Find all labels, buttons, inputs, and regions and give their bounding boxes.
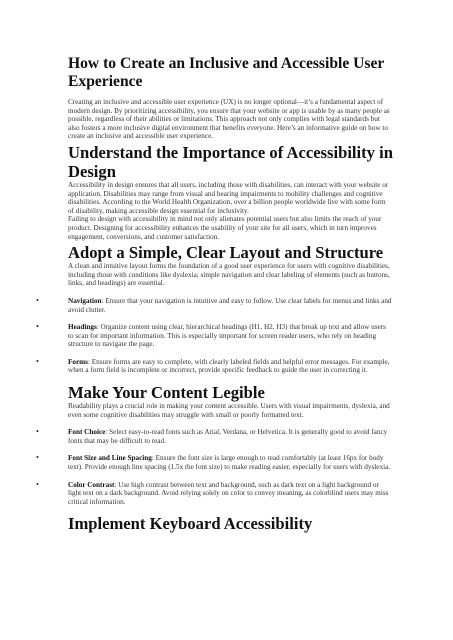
- bullet-icon: •: [36, 295, 39, 305]
- section-accessibility-importance: [68, 143, 393, 241]
- list-item-term: Color Contrast: [68, 480, 115, 489]
- list-item-term: Navigation: [68, 296, 102, 305]
- list-item-text: : Ensure the font size is large enough to read comfortably (at least 16px for body text). Provide enough line spacing (1.5x the font size) to make reading easier, especially for users with dyslexia.: [68, 454, 391, 472]
- section-heading: Adopt a Simple, Clear Layout and Structure: [68, 243, 384, 263]
- list-item-term: Forms: [68, 357, 88, 366]
- bullet-icon: •: [36, 453, 39, 463]
- list-item: [36, 356, 393, 375]
- intro-paragraph: Creating an inclusive and accessible user experience (UX) is no longer optional—it’s a fundamental aspect of modern design. By prioritizing accessibility, you ensure that your website or app is usable by as many people as possible, regardless of their abilities or limitations. This approach not only complies with legal standards but also fosters a more inclusive digital environment that benefits everyone. Here’s an informative guide on how to create an inclusive and accessible user experience.: [68, 98, 390, 141]
- list-item-text: : Organize content using clear, hierarchical headings (H1, H2, H3) that break up text and allow users to scan for important information. This is especially important for screen reader users, who rely on heading structure to navigate the page.: [68, 323, 386, 349]
- list-item: [36, 295, 393, 314]
- list-item: [36, 427, 393, 445]
- list-item: [36, 453, 393, 472]
- section-heading: Make Your Content Legible: [68, 383, 265, 403]
- list-item-term: Headings: [68, 323, 97, 332]
- bullet-list: [36, 427, 393, 506]
- bullet-icon: •: [36, 322, 39, 332]
- list-item-term: Font Size and Line Spacing: [68, 454, 152, 463]
- section-heading: Understand the Importance of Accessibility in Design: [68, 142, 393, 181]
- list-item: [36, 479, 393, 507]
- bullet-icon: •: [36, 427, 39, 437]
- section-paragraph: Readability plays a crucial role in making your content accessible. Users with visual impairments, dyslexia, and even some cognitive disabilities may struggle with small or poorly formatted text.: [68, 402, 390, 419]
- section-paragraph: Failing to design with accessibility in mind not only alienates potential users but also limits the reach of your product. Designing for accessibility enhances the usability of your site for all users, which in turn improves engagement, conversions, and customer satisfaction.: [68, 215, 382, 241]
- section-heading: Implement Keyboard Accessibility: [68, 514, 313, 534]
- list-item: [36, 322, 393, 349]
- list-item-text: : Select easy-to-read fonts such as Arial, Verdana, or Helvetica. It is generally good to avoid fancy fonts that may be difficult to read.: [68, 428, 388, 445]
- bullet-icon: •: [36, 479, 39, 489]
- list-item-text: : Ensure that your navigation is intuitive and easy to follow. Use clear labels for menus and links and avoid clutter.: [68, 296, 392, 314]
- section-paragraph: Accessibility in design ensures that all users, including those with disabilities, can interact with your website or application. Disabilities may range from visual and hearing impairments to mobility challenges and cognitive disabilities. According to the World Health Organization, over a billion people worldwide live with some form of disability, making accessible design essential for inclusivity.: [68, 180, 389, 215]
- document-title: How to Create an Inclusive and Accessible User Experience: [68, 55, 385, 90]
- section-legible-content: [36, 383, 393, 506]
- list-item-text: : Ensure forms are easy to complete, with clearly labeled fields and helpful error messages. For example, when a form field is incomplete or incorrect, provide specific feedback to guide the user in correcting it.: [68, 357, 390, 375]
- bullet-icon: •: [36, 356, 39, 366]
- section-layout-structure: [36, 243, 393, 375]
- list-item-term: Font Choice: [68, 428, 106, 437]
- section-paragraph: A clean and intuitive layout forms the foundation of a good user experience for users with cognitive disabilities, including those with conditions like dyslexia; simple navigation and clear labeling of elements (such as buttons, links, and headings) are essential.: [68, 262, 390, 288]
- section-keyboard-accessibility: [68, 514, 393, 533]
- list-item-text: : Use high contrast between text and background, such as dark text on a light background or light text on a dark background. Avoid relying solely on color to convey meaning, as colorblind users may miss critical information.: [68, 480, 389, 506]
- bullet-list: [36, 295, 393, 375]
